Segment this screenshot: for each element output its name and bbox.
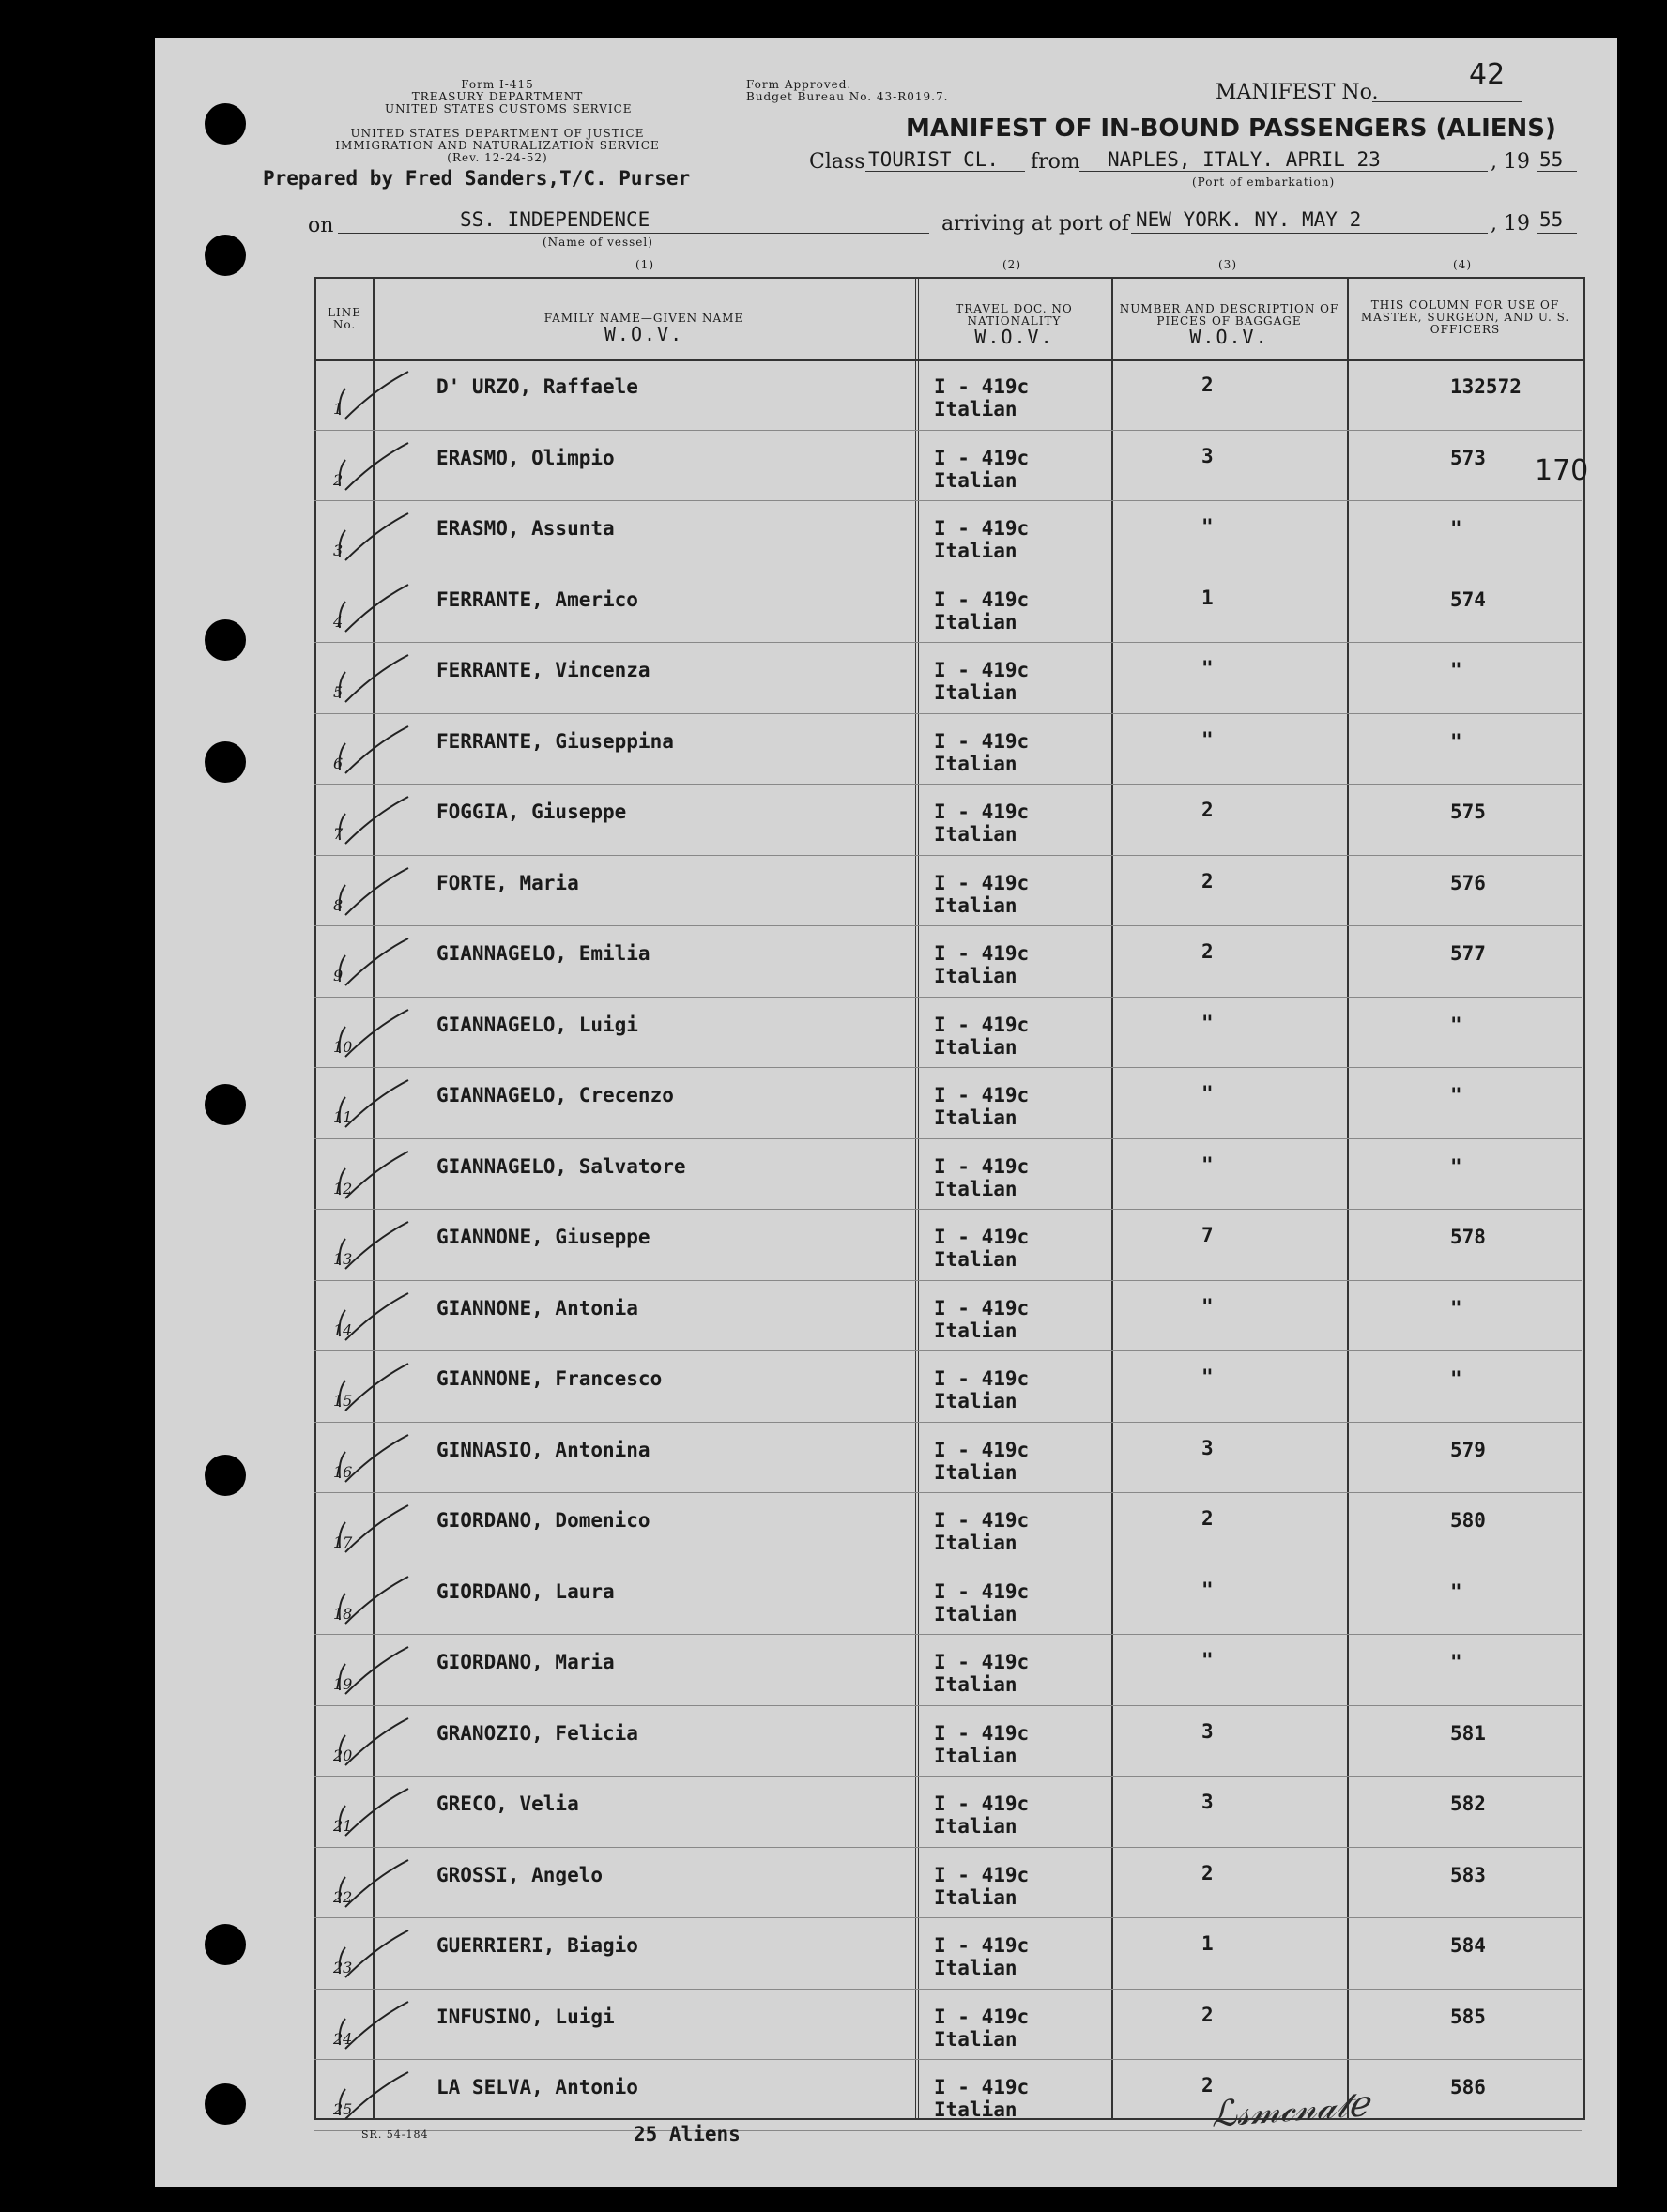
officer-number: 580 (1450, 1509, 1486, 1532)
line-number: 20 (333, 1746, 353, 1764)
vessel: SS. INDEPENDENCE (460, 208, 650, 231)
handwritten-note: 170 (1535, 453, 1589, 487)
line-number: 21 (333, 1817, 353, 1835)
nationality: Italian (934, 2027, 1017, 2051)
passenger-name: GIANNAGELO, Emilia (436, 942, 650, 965)
travel-doc: I - 419c (934, 1226, 1030, 1248)
baggage-count: 2 (1201, 2003, 1214, 2026)
line-number: 25 (333, 2100, 353, 2118)
vessel-caption: (Name of vessel) (543, 236, 653, 249)
travel-doc: I - 419c (934, 1084, 1030, 1106)
passenger-name: FORTE, Maria (436, 871, 579, 894)
officer-number: 584 (1450, 1934, 1486, 1957)
travel-doc: I - 419c (934, 587, 1030, 611)
passenger-name: GRANOZIO, Felicia (436, 1721, 638, 1745)
punch-hole (205, 1924, 246, 1965)
line-number: 12 (333, 1179, 353, 1198)
passenger-name: GROSSI, Angelo (436, 1863, 604, 1886)
nationality: Italian (934, 1319, 1017, 1342)
passenger-name: FERRANTE, Giuseppina (436, 729, 674, 753)
line-number: 2 (333, 470, 344, 489)
baggage-count: 7 (1201, 1224, 1214, 1246)
passenger-name: LA SELVA, Antonio (436, 2076, 638, 2098)
travel-doc: I - 419c (934, 375, 1030, 398)
officer-number: 579 (1450, 1438, 1486, 1461)
col-num-3: (3) (1218, 258, 1237, 271)
punch-hole (205, 103, 246, 145)
col-header-officers: THIS COLUMN FOR USE OF MASTER, SURGEON, AND U. S. OFFICERS (1360, 298, 1570, 336)
officer-signature: ℒ𝓈𝓂𝒸𝓃𝒶𝓉ℯ (1209, 2082, 1370, 2135)
passenger-name: INFUSINO, Luigi (436, 2005, 615, 2028)
baggage-count: " (1201, 1082, 1214, 1105)
baggage-count: 3 (1201, 1719, 1214, 1743)
line-number: 9 (333, 967, 344, 984)
officer-number: " (1450, 729, 1462, 753)
line-number: 3 (333, 542, 344, 559)
passenger-name: GIANNONE, Antonia (436, 1296, 638, 1320)
table-row (314, 2059, 1582, 2131)
table-row (314, 1989, 1582, 2061)
line-number: 15 (333, 1392, 353, 1410)
table-row (314, 500, 1582, 572)
class-value: TOURIST CL. (868, 148, 1000, 171)
line-number: 24 (333, 2029, 353, 2048)
col-header-name: FAMILY NAME—GIVEN NAME W.O.V. (543, 312, 744, 345)
table-row (314, 855, 1582, 927)
travel-doc: I - 419c (934, 729, 1030, 753)
table-row (314, 1776, 1582, 1848)
col-header-travel: TRAVEL DOC. NO NATIONALITY W.O.V. (956, 302, 1073, 348)
officer-number: 578 (1450, 1226, 1486, 1248)
line-number: 17 (333, 1533, 353, 1551)
travel-doc: I - 419c (934, 446, 1030, 469)
nationality: Italian (934, 1673, 1017, 1696)
table-row (314, 1847, 1582, 1919)
baggage-count: " (1201, 657, 1214, 679)
col-num-1: (1) (635, 258, 654, 271)
travel-doc: I - 419c (934, 659, 1030, 681)
punch-hole (205, 741, 246, 783)
nationality: Italian (934, 823, 1017, 846)
table-row (314, 1422, 1582, 1494)
passenger-name: GINNASIO, Antonina (436, 1438, 650, 1461)
table-row (314, 358, 1582, 431)
officer-number: " (1450, 1296, 1462, 1320)
travel-doc: I - 419c (934, 1509, 1030, 1532)
table-row (314, 1067, 1582, 1139)
nationality: Italian (934, 965, 1017, 987)
line-number: 13 (333, 1250, 353, 1268)
nationality: Italian (934, 1035, 1017, 1059)
passenger-name: FOGGIA, Giuseppe (436, 801, 627, 823)
line-number: 11 (333, 1108, 353, 1126)
nationality: Italian (934, 1602, 1017, 1625)
line-number: 8 (333, 895, 344, 914)
passenger-name: FERRANTE, Vincenza (436, 659, 650, 681)
passenger-name: GIANNAGELO, Crecenzo (436, 1084, 674, 1106)
line-number: 7 (333, 825, 344, 843)
baggage-count: " (1201, 1294, 1214, 1318)
baggage-count: 2 (1201, 799, 1214, 821)
baggage-count: " (1201, 1152, 1214, 1176)
table-row (314, 1705, 1582, 1777)
passenger-name: ERASMO, Assunta (436, 517, 615, 540)
passenger-name: GUERRIERI, Biagio (436, 1934, 638, 1957)
line-number: 19 (333, 1675, 353, 1693)
travel-doc: I - 419c (934, 1792, 1030, 1815)
nationality: Italian (934, 1248, 1017, 1271)
table-row (314, 713, 1582, 786)
travel-doc: I - 419c (934, 1438, 1030, 1461)
travel-doc: I - 419c (934, 1296, 1030, 1320)
travel-doc: I - 419c (934, 1579, 1030, 1603)
nationality: Italian (934, 1460, 1017, 1484)
from-value: NAPLES, ITALY. APRIL 23 (1108, 148, 1381, 171)
baggage-count: 1 (1201, 586, 1214, 609)
travel-doc: I - 419c (934, 942, 1030, 965)
line-number: 1 (333, 400, 344, 418)
year-prefix: , 19 (1491, 150, 1530, 174)
officer-number: 575 (1450, 801, 1486, 823)
line-number: 4 (333, 612, 344, 631)
passenger-name: GIANNAGELO, Luigi (436, 1013, 638, 1036)
table-row (314, 925, 1582, 998)
officer-number: 583 (1450, 1863, 1486, 1886)
passenger-name: ERASMO, Olimpio (436, 446, 615, 469)
travel-doc: I - 419c (934, 517, 1030, 540)
table-row (314, 1138, 1582, 1211)
line-number: 10 (333, 1037, 353, 1056)
table-row (314, 1350, 1582, 1423)
table-row (314, 1209, 1582, 1281)
officer-number: " (1450, 1651, 1462, 1673)
sr-number: SR. 54-184 (361, 2128, 429, 2141)
officer-number: 586 (1450, 2076, 1486, 2098)
line-number: 18 (333, 1604, 353, 1623)
prepared-by: Prepared by Fred Sanders,T/C. Purser (263, 167, 691, 190)
table-row (314, 784, 1582, 856)
officer-number: 574 (1450, 587, 1486, 611)
travel-doc: I - 419c (934, 801, 1030, 823)
punch-hole (205, 619, 246, 661)
nationality: Italian (934, 2098, 1017, 2121)
travel-doc: I - 419c (934, 1651, 1030, 1673)
travel-doc: I - 419c (934, 2076, 1030, 2098)
baggage-count: " (1201, 727, 1214, 751)
port-embark-caption: (Port of embarkation) (1192, 175, 1336, 189)
baggage-count: 2 (1201, 869, 1214, 892)
table-row (314, 997, 1582, 1069)
nationality: Italian (934, 1744, 1017, 1767)
passenger-name: FERRANTE, Americo (436, 587, 638, 611)
baggage-count: 2 (1201, 1861, 1214, 1884)
passenger-name: GRECO, Velia (436, 1792, 579, 1815)
baggage-count: " (1201, 515, 1214, 538)
arriving-label: arriving at port of (941, 212, 1129, 236)
baggage-count: 2 (1201, 2074, 1214, 2097)
baggage-count: " (1201, 1365, 1214, 1388)
nationality: Italian (934, 1106, 1017, 1129)
officer-number: " (1450, 659, 1462, 681)
nationality: Italian (934, 468, 1017, 492)
table-row (314, 1280, 1582, 1352)
baggage-count: 2 (1201, 940, 1214, 963)
punch-hole (205, 2083, 246, 2125)
punch-hole (205, 1084, 246, 1125)
col-header-line: LINE No. (328, 306, 361, 331)
officer-number: 573 (1450, 446, 1486, 469)
travel-doc: I - 419c (934, 1721, 1030, 1745)
passenger-name: GIANNONE, Francesco (436, 1367, 663, 1390)
year-embark: 55 (1539, 148, 1564, 171)
officer-number: " (1450, 1084, 1462, 1106)
col-num-4: (4) (1453, 258, 1472, 271)
manifest-no: 42 (1469, 58, 1506, 91)
from-label: from (1031, 150, 1080, 174)
line-number: 6 (333, 754, 344, 772)
passenger-name: GIANNAGELO, Salvatore (436, 1154, 686, 1178)
travel-doc: I - 419c (934, 1367, 1030, 1390)
officer-number: " (1450, 1579, 1462, 1603)
form-number: Form I-415 TREASURY DEPARTMENT UNITED STATES CUSTOMS SERVICE (385, 78, 633, 115)
travel-doc: I - 419c (934, 1863, 1030, 1886)
col-header-baggage: NUMBER AND DESCRIPTION OF PIECES OF BAGGAGE W.O.V. (1119, 302, 1339, 348)
officer-number: 577 (1450, 942, 1486, 965)
officer-number: 581 (1450, 1721, 1486, 1745)
officer-number: " (1450, 1154, 1462, 1178)
total-aliens: 25 Aliens (634, 2123, 741, 2145)
table-row (314, 430, 1589, 502)
nationality: Italian (934, 1885, 1017, 1909)
form-approved: Form Approved. Budget Bureau No. 43-R019.7. (746, 78, 949, 103)
baggage-count: 3 (1201, 1436, 1214, 1459)
table-row (314, 1492, 1582, 1564)
nationality: Italian (934, 752, 1017, 775)
nationality: Italian (934, 1815, 1017, 1838)
travel-doc: I - 419c (934, 2005, 1030, 2028)
punch-hole (205, 1455, 246, 1496)
line-number: 16 (333, 1462, 353, 1481)
col-num-2: (2) (1002, 258, 1021, 271)
on-label: on (308, 214, 334, 237)
nationality: Italian (934, 540, 1017, 562)
travel-doc: I - 419c (934, 871, 1030, 894)
travel-doc: I - 419c (934, 1013, 1030, 1036)
officer-number: 585 (1450, 2005, 1486, 2028)
officer-number: " (1450, 1367, 1462, 1390)
line-number: 14 (333, 1320, 353, 1339)
officer-number: 132572 (1450, 375, 1522, 398)
line-number: 23 (333, 1959, 353, 1976)
arriving-value: NEW YORK. NY. MAY 2 (1136, 208, 1362, 231)
line-number: 22 (333, 1887, 353, 1906)
table-row (314, 1564, 1582, 1636)
manifest-no-label: MANIFEST No. (1216, 81, 1379, 104)
nationality: Italian (934, 1390, 1017, 1412)
nationality: Italian (934, 398, 1017, 420)
year-arrive: 55 (1539, 208, 1564, 231)
table-row (314, 642, 1582, 714)
passenger-name: GIANNONE, Giuseppe (436, 1226, 650, 1248)
passenger-name: D' URZO, Raffaele (436, 375, 638, 398)
passenger-name: GIORDANO, Maria (436, 1651, 615, 1673)
passenger-name: GIORDANO, Laura (436, 1579, 615, 1603)
baggage-count: 3 (1201, 1791, 1214, 1813)
nationality: Italian (934, 1957, 1017, 1979)
dept-justice: UNITED STATES DEPARTMENT OF JUSTICE IMMIGRATION AND NATURALIZATION SERVICE (Rev. 12-24-52) (335, 127, 660, 164)
officer-number: 576 (1450, 871, 1486, 894)
officer-number: " (1450, 517, 1462, 540)
nationality: Italian (934, 1177, 1017, 1200)
passenger-name: GIORDANO, Domenico (436, 1509, 650, 1532)
officer-number: 582 (1450, 1792, 1486, 1815)
nationality: Italian (934, 610, 1017, 633)
nationality: Italian (934, 893, 1017, 917)
baggage-count: 2 (1201, 374, 1214, 396)
baggage-count: 3 (1201, 444, 1214, 467)
travel-doc: I - 419c (934, 1934, 1030, 1957)
nationality: Italian (934, 681, 1017, 704)
class-label: Class (809, 150, 865, 174)
nationality: Italian (934, 1532, 1017, 1554)
baggage-count: 2 (1201, 1507, 1214, 1530)
baggage-count: " (1201, 1578, 1214, 1601)
travel-doc: I - 419c (934, 1154, 1030, 1178)
officer-number: " (1450, 1013, 1462, 1036)
table-row (314, 1634, 1582, 1706)
table-row (314, 1917, 1582, 1990)
baggage-count: 1 (1201, 1932, 1214, 1955)
baggage-count: " (1201, 1649, 1214, 1671)
baggage-count: " (1201, 1011, 1214, 1034)
table-row (314, 572, 1582, 644)
manifest-title: MANIFEST OF IN-BOUND PASSENGERS (ALIENS) (906, 114, 1556, 143)
punch-hole (205, 235, 246, 276)
line-number: 5 (333, 683, 344, 701)
year-prefix-2: , 19 (1491, 212, 1530, 236)
